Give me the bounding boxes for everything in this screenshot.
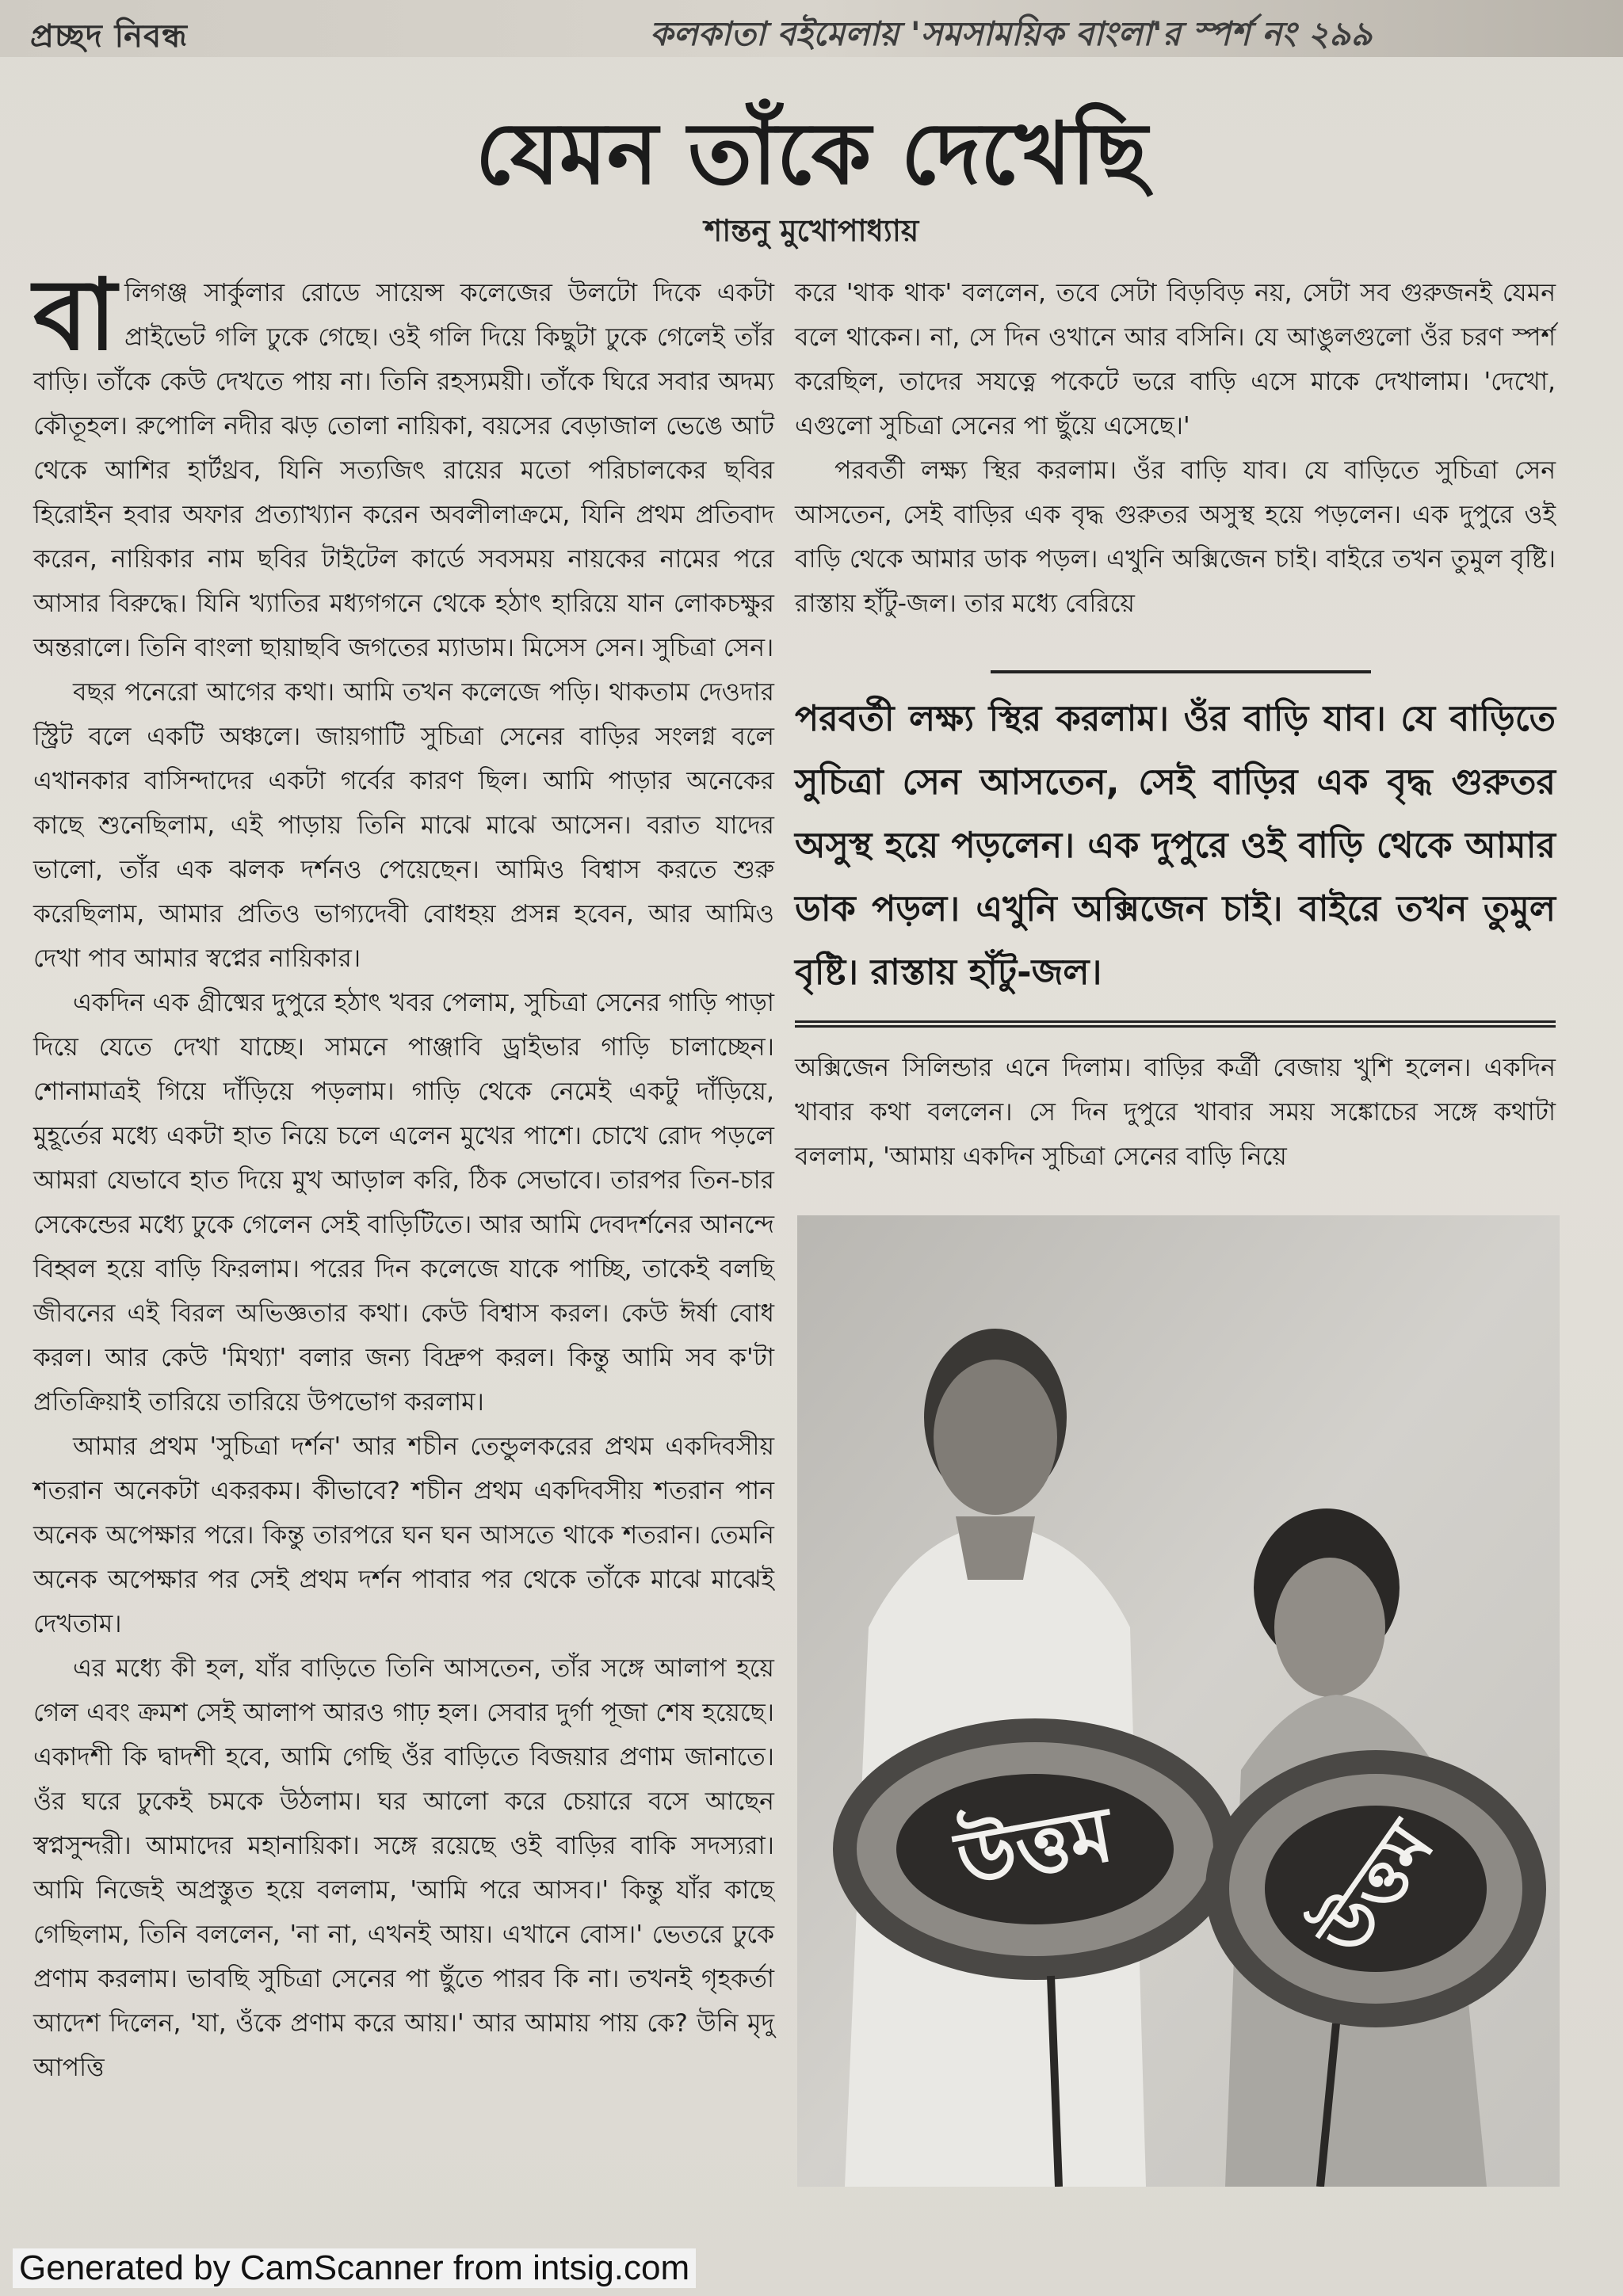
paragraph: বছর পনেরো আগের কথা। আমি তখন কলেজে পড়ি। থাকতাম দেওদার স্ট্রিট বলে একটি অঞ্চলে। জায়গাটি সুচিত্রা সেনের বাড়ির সংলগ্ন বলে এখানকার বাসিন্দাদের একটা গর্বের কারণ ছিল। আমি পাড়ার অনেকের কাছে শুনেছিলাম, এই পাড়ায় তিনি মাঝে মাঝে আসেন। বরাত যাদের ভালো, তাঁর এক ঝলক দর্শনও পেয়েছেন। আমিও বিশ্বাস করতে শুরু করেছিলাম, আমার প্রতিও ভাগ্যদেবী বোধহয় প্রসন্ন হবেন, আর আমিও দেখা পাব আমার স্বপ্নের নায়িকার। (33, 678, 774, 973)
pull-quote-rule-bottom (795, 1020, 1556, 1028)
article-title: যেমন তাঁকে দেখেছি (475, 104, 1148, 204)
scanner-watermark: Generated by CamScanner from intsig.com (13, 2248, 696, 2288)
paragraph: পরবর্তী লক্ষ্য স্থির করলাম। ওঁর বাড়ি যাব। যে বাড়িতে সুচিত্রা সেন আসতেন, সেই বাড়ির এক বৃদ্ধ গুরুতর অসুস্থ হয়ে পড়লেন। এক দুপুরে ওই বাড়ি থেকে আমার ডাক পড়ল। এখুনি অক্সিজেন চাই। বাইরে তখন তুমুল বৃষ্টি। রাস্তায় হাঁটু-জল। তার মধ্যে বেরিয়ে (795, 456, 1556, 618)
header-strip (0, 0, 1623, 57)
paragraph: এর মধ্যে কী হল, যাঁর বাড়িতে তিনি আসতেন, তাঁর সঙ্গে আলাপ হয়ে গেল এবং ক্রমশ সেই আলাপ আরও গাঢ় হল। সেবার দুর্গা পূজা শেষ হয়েছে। একাদশী কি দ্বাদশী হবে, আমি গেছি ওঁর বাড়িতে বিজয়ার প্রণাম জানাতে। ওঁর ঘরে ঢুকেই চমকে উঠলাম। ঘর আলো করে চেয়ারে বসে আছেন স্বপ্নসুন্দরী। আমাদের মহানায়িকা। সঙ্গে রয়েছে ওই বাড়ির বাকি সদস্যরা। আমি নিজেই অপ্রস্তুত হয়ে বললাম, 'আমি পরে আসব।' কিন্তু যাঁর কাছে গেছিলাম, তিনি বললেন, 'না না, এখনই আয়। এখানে বোস।' ভেতরে ঢুকে প্রণাম করলাম। ভাবছি সুচিত্রা সেনের পা ছুঁতে পারব কি না। তখনই গৃহকর্তা আদেশ দিলেন, 'যা, ওঁকে প্রণাম করে আয়।' আর আমায় পায় কে? উনি মৃদু আপত্তি (33, 1654, 774, 2082)
left-column (33, 257, 774, 2090)
article-byline: শান্তনু মুখোপাধ্যায় (704, 213, 919, 248)
paragraph: অক্সিজেন সিলিন্ডার এনে দিলাম। বাড়ির কর্ত্রী বেজায় খুশি হলেন। একদিন খাবার কথা বললেন। সে দিন দুপুরে খাবার সময় সঙ্কোচের সঙ্গে কথাটা বললাম, 'আমায় একদিন সুচিত্রা সেনের বাড়ি নিয়ে (795, 1054, 1556, 1171)
paragraph: করে 'থাক থাক' বললেন, তবে সেটা বিড়বিড় নয়, সেটা সব গুরুজনই যেমন বলে থাকেন। না, সে দিন ওখানে আর বসিনি। যে আঙুলগুলো ওঁর চরণ স্পর্শ করেছিল, তাদের সযত্নে পকেটে ভরে বাড়ি এসে মাকে দেখালাম। 'দেখো, এগুলো সুচিত্রা সেনের পা ছুঁয়ে এসেছে।' (795, 279, 1556, 441)
right-column-top (795, 271, 1556, 626)
running-head: কলকাতা বইমেলায় 'সমসাময়িক বাংলা'র স্পর্শ নং ২৯৯ (650, 14, 1373, 53)
pull-quote: পরবর্তী লক্ষ্য স্থির করলাম। ওঁর বাড়ি যাব। যে বাড়িতে সুচিত্রা সেন আসতেন, সেই বাড়ির এক বৃদ্ধ গুরুতর অসুস্থ হয়ে পড়লেন। এক দুপুরে ওই বাড়ি থেকে আমার ডাক পড়ল। এখুনি অক্সিজেন চাই। বাইরে তখন তুমুল বৃষ্টি। রাস্তায় হাঁটু-জল। (795, 699, 1556, 993)
wreath-text-left: উত্তম (949, 1789, 1120, 1905)
wreath-text-right: উত্তম (1300, 1806, 1450, 1971)
drop-cap: বা (33, 257, 116, 372)
paragraph: আমার প্রথম 'সুচিত্রা দর্শন' আর শচীন তেন্ডুলকরের প্রথম একদিবসীয় শতরান অনেকটা একরকম। কীভাবে? শচীন প্রথম একদিবসীয় শতরান পান অনেক অপেক্ষার পরে। কিন্তু তারপরে ঘন ঘন আসতে থাকে শতরান। তেমনি অনেক অপেক্ষার পর সেই প্রথম দর্শন পাবার পর থেকে তাঁকে মাঝে মাঝেই দেখতাম। (33, 1432, 774, 1638)
section-label: প্রচ্ছদ নিবন্ধ (30, 18, 188, 55)
article-photo (797, 1215, 1560, 2187)
paragraph: বালিগঞ্জ সার্কুলার রোডে সায়েন্স কলেজের উলটো দিকে একটা প্রাইভেট গলি ঢুকে গেছে। ওই গলি দিয়ে কিছুটা ঢুকে গেলেই তাঁর বাড়ি। তাঁকে কেউ দেখতে পায় না। তিনি রহস্যময়ী। তাঁকে ঘিরে সবার অদম্য কৌতূহল। রুপোলি নদীর ঝড় তোলা নায়িকা, বয়সের বেড়াজাল ভেঙে আট থেকে আশির হার্টথ্রব, যিনি সত্যজিৎ রায়ের মতো পরিচালকের ছবির হিরোইন হবার অফার প্রত্যাখ্যান করেন অবলীলাক্রমে, যিনি প্রথম প্রতিবাদ করেন, নায়িকার নাম ছবির টাইটেল কার্ডে সবসময় নায়কের নামের পরে আসার বিরুদ্ধে। যিনি খ্যাতির মধ্যগগনে থেকে হঠাৎ হারিয়ে যান লোকচক্ষুর অন্তরালে। তিনি বাংলা ছায়াছবি জগতের ম্যাডাম। মিসেস সেন। সুচিত্রা সেন। (33, 257, 774, 662)
pull-quote-rule-top (991, 670, 1371, 673)
paragraph: একদিন এক গ্রীষ্মের দুপুরে হঠাৎ খবর পেলাম, সুচিত্রা সেনের গাড়ি পাড়া দিয়ে যেতে দেখা যাচ্ছে। সামনে পাঞ্জাবি ড্রাইভার গাড়ি চালাচ্ছেন। শোনামাত্রই গিয়ে দাঁড়িয়ে পড়লাম। গাড়ি থেকে নেমেই একটু দাঁড়িয়ে, মুহূর্তের মধ্যে একটা হাত নিয়ে চলে এলেন মুখের পাশে। চোখে রোদ পড়লে আমরা যেভাবে হাত দিয়ে মুখ আড়াল করি, ঠিক সেভাবে। তারপর তিন-চার সেকেন্ডের মধ্যে ঢুকে গেলেন সেই বাড়িটিতে। আর আমি দেবদর্শনের আনন্দে বিহ্বল হয়ে বাড়ি ফিরলাম। পরের দিন কলেজে যাকে পাচ্ছি, তাকেই বলছি জীবনের এই বিরল অভিজ্ঞতার কথা। কেউ বিশ্বাস করল। কেউ ঈর্ষা বোধ করল। আর কেউ 'মিথ্যা' বলার জন্য বিদ্রুপ করল। কিন্তু আমি সব ক'টা প্রতিক্রিয়াই তারিয়ে তারিয়ে উপভোগ করলাম। (33, 989, 774, 1417)
right-column-bottom (795, 1046, 1556, 1179)
